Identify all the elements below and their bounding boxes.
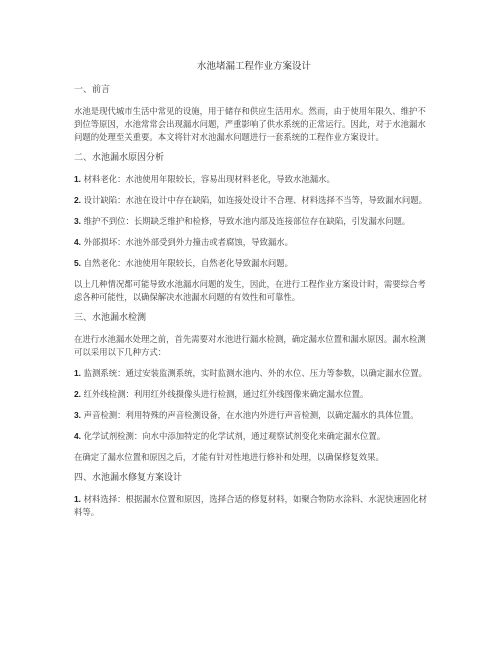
list-item-number: 4. — [74, 237, 81, 247]
list-item — [74, 173, 434, 186]
document-title: 水池堵漏工程作业方案设计 — [196, 61, 311, 72]
list-item-number: 3. — [74, 410, 81, 420]
list-item-text: 外部损坏：水池外部受到外力撞击或者腐蚀，导致漏水。 — [81, 237, 294, 247]
paragraph: 以上几种情况都可能导致水池漏水问题的发生，因此，在进行工程作业方案设计时，需要综合考虑各种可能性，以确保解决水池漏水问题的有效性和可靠性。 — [74, 279, 426, 302]
list-item-number: 5. — [74, 258, 81, 268]
list-item — [74, 257, 434, 270]
list-item — [74, 430, 434, 443]
section-heading: 一、前言 — [74, 85, 111, 95]
document-page — [74, 60, 434, 527]
list-item-text: 红外线检测：利用红外线摄像头进行检测，通过红外线图像来确定漏水位置。 — [81, 389, 369, 399]
list-item-number: 2. — [74, 195, 81, 205]
document-body — [74, 84, 434, 519]
section-heading: 二、水池漏水原因分析 — [74, 153, 165, 163]
paragraph: 在进行水池漏水处理之前，首先需要对水池进行漏水检测，确定漏水位置和漏水原因。漏水检测可以采用以下几种方式： — [74, 334, 426, 357]
list-item-text: 设计缺陷：水池在设计中存在缺陷，如连接处设计不合理、材料选择不当等，导致漏水问题。 — [81, 195, 428, 205]
section-heading: 四、水池漏水修复方案设计 — [74, 473, 183, 483]
list-item-text: 维护不到位：长期缺乏维护和检修，导致水池内部及连接部位存在缺陷，引发漏水问题。 — [81, 216, 411, 226]
list-item-text: 监测系统：通过安装监测系统，实时监测水池内、外的水位、压力等参数，以确定漏水位置。 — [81, 368, 428, 378]
list-item-number: 1. — [74, 174, 81, 184]
list-item — [74, 236, 434, 249]
list-item-text: 声音检测：利用特殊的声音检测设备，在水池内外进行声音检测，以确定漏水的具体位置。 — [81, 410, 419, 420]
list-item-text: 自然老化：水池使用年限较长，自然老化导致漏水问题。 — [81, 258, 294, 268]
list-item-number: 2. — [74, 389, 81, 399]
list-item-text: 化学试剂检测：向水中添加特定的化学试剂，通过观察试剂变化来确定漏水位置。 — [81, 431, 386, 441]
list-item-number: 1. — [74, 494, 81, 504]
list-item — [74, 493, 434, 519]
list-item-number: 1. — [74, 368, 81, 378]
list-item-text: 材料老化：水池使用年限较长，容易出现材料老化，导致水池漏水。 — [81, 174, 335, 184]
list-item — [74, 388, 434, 401]
paragraph: 在确定了漏水位置和原因之后，才能有针对性地进行修补和处理，以确保修复效果。 — [74, 452, 384, 462]
list-item-number: 3. — [74, 216, 81, 226]
list-item — [74, 215, 434, 228]
list-item — [74, 367, 434, 380]
paragraph: 水池是现代城市生活中常见的设施，用于储存和供应生活用水。然而，由于使用年限久、维护不到位等原因，水池常常会出现漏水问题，严重影响了供水系统的正常运行。因此，对于水池漏水问题的处理至关重要。本文将针对水池漏水问题进行一套系统的工程作业方案设计。 — [74, 106, 426, 142]
list-item — [74, 409, 434, 422]
section-heading: 三、水池漏水检测 — [74, 313, 147, 323]
list-item — [74, 194, 434, 207]
list-item-text: 材料选择：根据漏水位置和原因，选择合适的修复材料，如聚合物防水涂料、水泥快速固化材料等。 — [74, 494, 428, 517]
list-item-number: 4. — [74, 431, 81, 441]
